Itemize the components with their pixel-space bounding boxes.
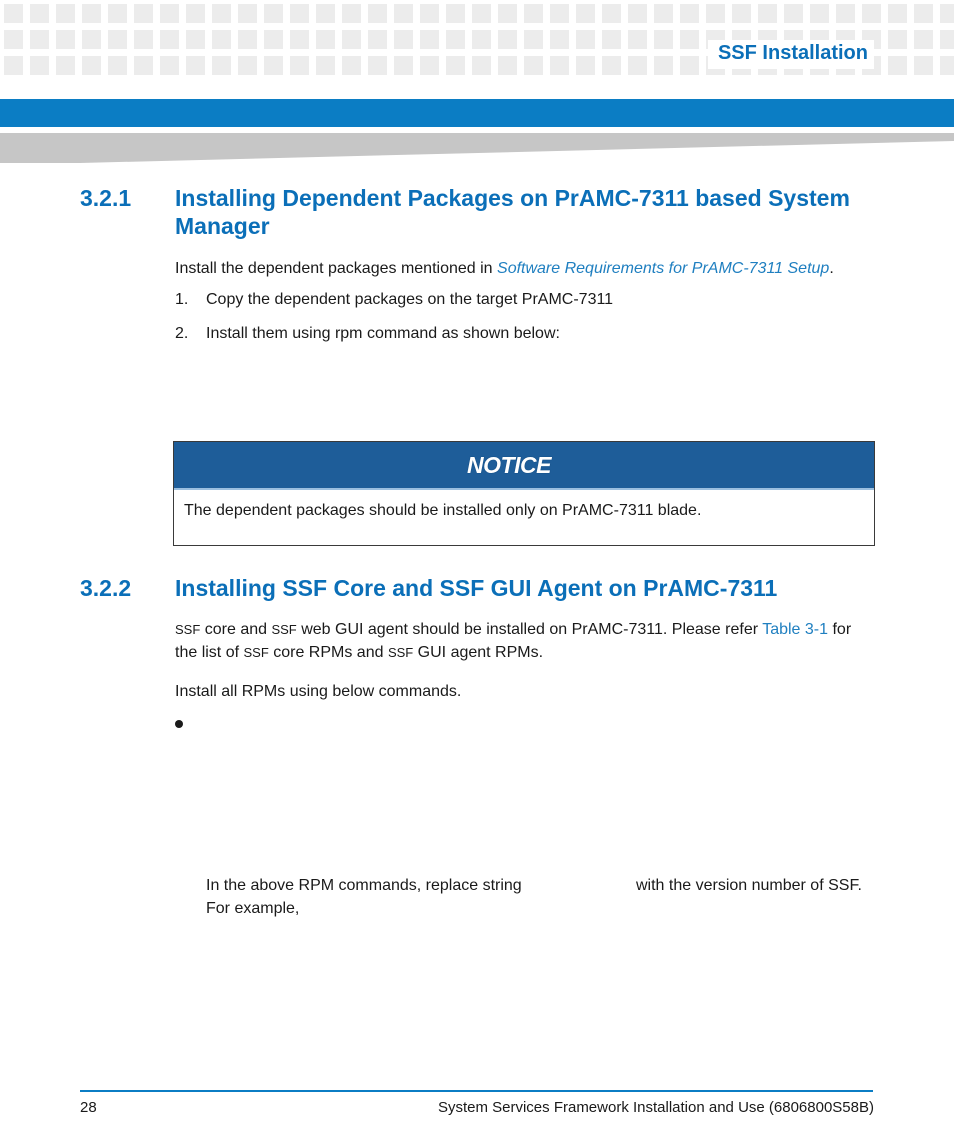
pattern-square [550,56,569,75]
pattern-square [186,4,205,23]
pattern-square [732,4,751,23]
pattern-square [82,30,101,49]
pattern-square [342,56,361,75]
pattern-square [30,4,49,23]
pattern-square [30,56,49,75]
software-requirements-link[interactable]: Software Requirements for PrAMC-7311 Setup [497,260,830,277]
pattern-square [706,4,725,23]
pattern-square [30,30,49,49]
pattern-square [888,4,907,23]
pattern-square [680,56,699,75]
pattern-square [602,4,621,23]
pattern-square [264,30,283,49]
pattern-square [446,56,465,75]
pattern-square [160,30,179,49]
running-header-title: SSF Installation [708,40,874,69]
notice-text: The dependent packages should be installed only on PrAMC-7311 blade. [184,502,702,519]
pattern-square [628,4,647,23]
note-text-left: In the above RPM commands, replace string [206,877,522,894]
pattern-square [602,30,621,49]
pattern-square [4,4,23,23]
pattern-square [914,30,933,49]
text-run: core RPMs and [268,644,388,661]
pattern-square [576,4,595,23]
ssf-abbr: SSF [271,622,297,637]
pattern-square [888,56,907,75]
pattern-square [446,30,465,49]
pattern-square [550,4,569,23]
pattern-square [628,30,647,49]
section-title: Installing Dependent Packages on PrAMC-7311 based System Manager [175,185,850,239]
pattern-square [316,56,335,75]
pattern-square [420,4,439,23]
ssf-abbr: SSF [387,645,414,660]
step-text: Copy the dependent packages on the target PrAMC-7311 [206,291,614,308]
pattern-square [56,4,75,23]
notice-label: NOTICE [467,451,551,478]
ssf-abbr: SSF [175,622,201,637]
pattern-square [524,30,543,49]
pattern-square [446,4,465,23]
pattern-square [186,30,205,49]
pattern-square [810,4,829,23]
install-rpms-paragraph: Install all RPMs using below commands. [175,683,462,700]
pattern-square [654,30,673,49]
intro-paragraph [175,257,875,280]
pattern-square [264,4,283,23]
note-text-right: with the version number of SSF. [636,877,862,894]
pattern-square [914,4,933,23]
pattern-square [264,56,283,75]
pattern-square [940,30,954,49]
text-run: core and [200,621,272,638]
pattern-square [472,4,491,23]
footer-rule [80,1090,873,1092]
pattern-square [160,56,179,75]
pattern-square [914,56,933,75]
step-number: 2. [175,325,189,342]
text-run: for [828,621,852,638]
pattern-square [862,4,881,23]
footer-document-title: System Services Framework Installation and Use (6806800S58B) [437,1099,874,1116]
pattern-square [394,4,413,23]
intro-text: Install the dependent packages mentioned in [175,260,498,277]
pattern-square [472,30,491,49]
pattern-square [238,30,257,49]
section-number: 3.2.2 [80,575,132,601]
pattern-square [212,56,231,75]
notice-box [173,441,875,546]
pattern-square [420,30,439,49]
pattern-square [498,4,517,23]
pattern-square [4,30,23,49]
text-run: web GUI agent should be installed on PrAMC-7311. Please refer [296,621,763,638]
step-text: Install them using rpm command as shown below: [206,325,560,342]
pattern-square [108,56,127,75]
pattern-square [108,30,127,49]
pattern-square [524,56,543,75]
bullet-icon [175,720,183,728]
pattern-square [290,56,309,75]
header-gray-wedge [0,133,954,163]
pattern-square [342,4,361,23]
pattern-square [420,56,439,75]
pattern-square [602,56,621,75]
intro-period: . [829,260,834,277]
pattern-square [940,4,954,23]
text-run: the list of [175,644,244,661]
section-title: Installing SSF Core and SSF GUI Agent on PrAMC-7311 [175,575,778,601]
pattern-square [134,56,153,75]
pattern-square [628,56,647,75]
pattern-square [758,4,777,23]
pattern-square [56,30,75,49]
pattern-square [186,56,205,75]
pattern-square [550,30,569,49]
pattern-square [576,30,595,49]
pattern-square [368,30,387,49]
pattern-square [836,4,855,23]
pattern-square [238,4,257,23]
pattern-square [134,30,153,49]
pattern-square [784,4,803,23]
pattern-square [82,4,101,23]
pattern-square [680,30,699,49]
pattern-square [238,56,257,75]
pattern-square [368,56,387,75]
pattern-square [56,56,75,75]
pattern-square [82,56,101,75]
pattern-square [342,30,361,49]
ssf-paragraph [175,618,875,664]
pattern-square [4,56,23,75]
text-run: GUI agent RPMs. [413,644,544,661]
page-number: 28 [80,1099,97,1116]
pattern-square [212,30,231,49]
ssf-abbr: SSF [243,645,269,660]
pattern-square [290,30,309,49]
pattern-square [498,30,517,49]
table-3-1-link[interactable]: Table 3-1 [762,621,829,638]
pattern-square [316,30,335,49]
step-number: 1. [175,291,189,308]
pattern-square [888,30,907,49]
pattern-square [940,56,954,75]
pattern-square [394,30,413,49]
pattern-square [290,4,309,23]
pattern-square [524,4,543,23]
pattern-square [316,4,335,23]
pattern-square [394,56,413,75]
pattern-square [498,56,517,75]
pattern-square [108,4,127,23]
header-blue-bar [0,99,954,127]
pattern-square [368,4,387,23]
pattern-square [654,4,673,23]
notice-header [174,442,874,490]
pattern-square [212,4,231,23]
section-number: 3.2.1 [80,185,132,211]
pattern-square [472,56,491,75]
pattern-square [680,4,699,23]
pattern-square [134,4,153,23]
pattern-square [654,56,673,75]
pattern-square [160,4,179,23]
pattern-square [576,56,595,75]
note-example: For example, [206,900,300,917]
